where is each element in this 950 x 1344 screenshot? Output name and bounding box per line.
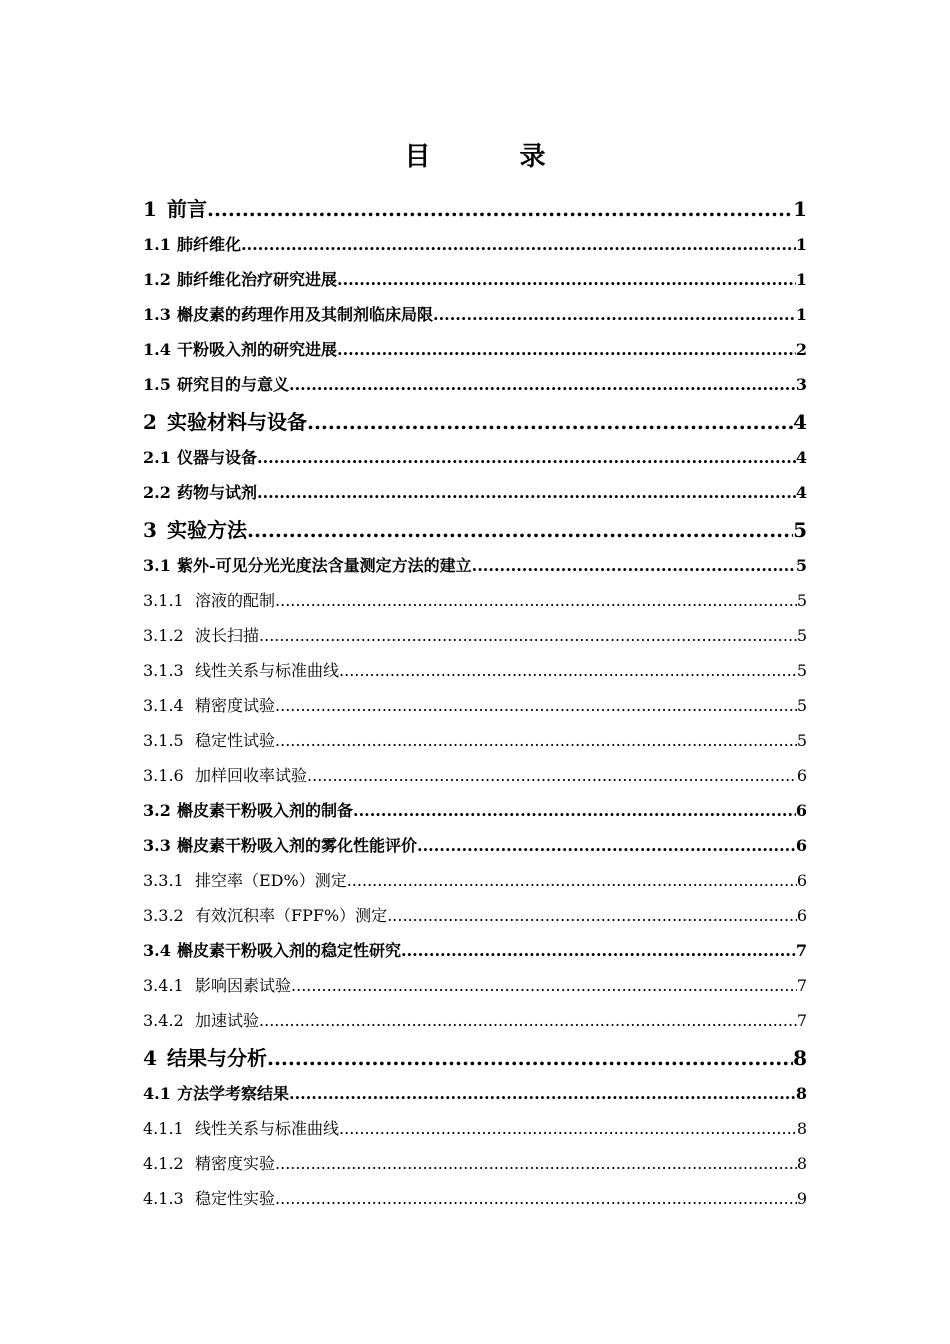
toc-entry[interactable]: [143, 1003, 807, 1038]
toc-entry-label: 紫外-可见分光光度法含量测定方法的建立: [177, 556, 472, 575]
toc-dot-leader: [247, 512, 793, 548]
toc-dot-leader: [337, 332, 796, 367]
toc-entry-number: 3.2: [143, 801, 171, 820]
toc-entry-number: 4.1.1: [143, 1119, 184, 1138]
toc-entry[interactable]: [143, 1076, 807, 1111]
toc-entry-label: 槲皮素干粉吸入剂的雾化性能评价: [177, 836, 418, 855]
toc-dot-leader: [207, 191, 793, 227]
toc-entry-page-number: 6: [796, 766, 807, 785]
toc-dot-leader: [259, 618, 797, 653]
toc-entry-number: 1.1: [143, 235, 171, 254]
toc-entry-label: 实验方法: [167, 518, 247, 542]
toc-dot-leader: [401, 933, 796, 968]
toc-entry-label: 药物与试剂: [177, 483, 258, 502]
toc-dot-leader: [275, 688, 797, 723]
toc-entry[interactable]: [143, 1146, 807, 1181]
toc-dot-leader: [417, 828, 796, 863]
toc-entry[interactable]: [143, 367, 807, 402]
toc-entry[interactable]: [143, 863, 807, 898]
toc-entry-label: 影响因素试验: [195, 976, 292, 995]
toc-entry-number: 3.3: [143, 836, 171, 855]
toc-entry-label: 线性关系与标准曲线: [195, 661, 340, 680]
toc-entry-page-number: 8: [793, 1046, 807, 1070]
toc-entry-page-number: 8: [795, 1084, 807, 1103]
toc-dot-leader: [275, 1146, 797, 1181]
toc-entry-page-number: 5: [796, 626, 807, 645]
toc-dot-leader: [275, 1181, 797, 1216]
toc-entry-page-number: 4: [795, 483, 807, 502]
toc-entry[interactable]: [143, 933, 807, 968]
toc-entry-number: 1.2: [143, 270, 171, 289]
toc-entry-label: 肺纤维化: [177, 235, 242, 254]
toc-entry-number: 3.4: [143, 941, 171, 960]
toc-entry[interactable]: [143, 583, 807, 618]
toc-entry-label: 仪器与设备: [177, 448, 258, 467]
toc-entry-page-number: 5: [793, 518, 807, 542]
toc-entry-label: 槲皮素干粉吸入剂的稳定性研究: [177, 941, 402, 960]
toc-entry-number: 3.4.1: [143, 976, 184, 995]
toc-entry-page-number: 6: [796, 906, 807, 925]
toc-entry-number: 3.1.6: [143, 766, 184, 785]
toc-entry-page-number: 7: [795, 941, 807, 960]
toc-dot-leader: [433, 297, 796, 332]
toc-entry[interactable]: [143, 440, 807, 475]
toc-entry-number: 3.1: [143, 556, 171, 575]
toc-entry-label: 加样回收率试验: [195, 766, 308, 785]
toc-dot-leader: [347, 863, 797, 898]
toc-entry-label: 精密度试验: [195, 696, 276, 715]
toc-entry[interactable]: [143, 1111, 807, 1146]
toc-entry[interactable]: [143, 723, 807, 758]
toc-dot-leader: [337, 262, 796, 297]
toc-entry-number: 2.1: [143, 448, 171, 467]
toc-entry-page-number: 3: [795, 375, 807, 394]
toc-entry-page-number: 5: [795, 556, 807, 575]
toc-dot-leader: [291, 968, 797, 1003]
toc-dot-leader: [387, 898, 797, 933]
toc-entry-page-number: 6: [795, 801, 807, 820]
toc-entry-page-number: 6: [795, 836, 807, 855]
toc-entry-number: 4.1: [143, 1084, 171, 1103]
toc-entry[interactable]: [143, 758, 807, 793]
toc-dot-leader: [289, 367, 796, 402]
toc-entry[interactable]: [143, 548, 807, 583]
toc-entry-number: 3.1.4: [143, 696, 184, 715]
toc-entry[interactable]: [143, 1181, 807, 1216]
toc-entry[interactable]: [143, 793, 807, 828]
toc-dot-leader: [339, 653, 797, 688]
toc-entry[interactable]: [143, 828, 807, 863]
toc-dot-leader: [259, 1003, 797, 1038]
toc-entry-page-number: 5: [796, 731, 807, 750]
toc-entry-label: 稳定性实验: [195, 1189, 276, 1208]
toc-entry[interactable]: [143, 618, 807, 653]
toc-entry-label: 溶液的配制: [195, 591, 276, 610]
toc-entry-page-number: 1: [793, 197, 807, 221]
toc-dot-leader: [275, 723, 797, 758]
toc-entry-number: 3.1.5: [143, 731, 184, 750]
toc-entry-label: 稳定性试验: [195, 731, 276, 750]
toc-dot-leader: [307, 404, 793, 440]
toc-entry-label: 加速试验: [195, 1011, 260, 1030]
toc-entry-page-number: 9: [796, 1189, 807, 1208]
toc-entry[interactable]: [143, 297, 807, 332]
toc-dot-leader: [353, 793, 796, 828]
toc-entry-label: 槲皮素的药理作用及其制剂临床局限: [177, 305, 434, 324]
toc-entry[interactable]: [143, 1038, 807, 1076]
toc-entry-page-number: 1: [795, 235, 807, 254]
toc-entry-label: 有效沉积率（FPF%）测定: [195, 906, 388, 925]
toc-dot-leader: [241, 227, 796, 262]
toc-entry-page-number: 6: [796, 871, 807, 890]
toc-entry-page-number: 4: [795, 448, 807, 467]
toc-entry-label: 方法学考察结果: [177, 1084, 290, 1103]
toc-dot-leader: [275, 583, 797, 618]
toc-entry[interactable]: [143, 262, 807, 297]
toc-dot-leader: [289, 1076, 796, 1111]
toc-entry-label: 研究目的与意义: [177, 375, 290, 394]
toc-entry-number: 4.1.3: [143, 1189, 184, 1208]
toc-list: [143, 189, 807, 1216]
toc-entry-label: 精密度实验: [195, 1154, 276, 1173]
toc-entry-number: 3.3.1: [143, 871, 184, 890]
toc-entry-page-number: 7: [796, 1011, 807, 1030]
toc-entry-number: 3.1.2: [143, 626, 184, 645]
toc-entry-label: 肺纤维化治疗研究进展: [177, 270, 338, 289]
toc-dot-leader: [267, 1040, 793, 1076]
toc-entry-number: 1.5: [143, 375, 171, 394]
toc-entry[interactable]: [143, 688, 807, 723]
toc-entry-number: 3.1.3: [143, 661, 184, 680]
toc-entry[interactable]: [143, 968, 807, 1003]
toc-entry-label: 波长扫描: [195, 626, 260, 645]
toc-title: 目 录: [404, 142, 586, 172]
toc-entry-page-number: 1: [795, 305, 807, 324]
toc-entry-page-number: 8: [796, 1154, 807, 1173]
toc-entry-label: 结果与分析: [167, 1046, 267, 1070]
toc-entry-number: 1: [143, 197, 157, 221]
toc-entry-number: 1.3: [143, 305, 171, 324]
toc-entry-number: 2: [143, 410, 157, 434]
toc-entry-number: 3.1.1: [143, 591, 184, 610]
toc-dot-leader: [307, 758, 797, 793]
toc-entry-page-number: 5: [796, 591, 807, 610]
toc-dot-leader: [339, 1111, 797, 1146]
toc-entry-number: 4: [143, 1046, 157, 1070]
toc-entry[interactable]: [143, 898, 807, 933]
toc-entry-number: 2.2: [143, 483, 171, 502]
toc-entry-label: 干粉吸入剂的研究进展: [177, 340, 338, 359]
toc-dot-leader: [472, 548, 796, 583]
toc-dot-leader: [257, 475, 796, 510]
toc-entry[interactable]: [143, 510, 807, 548]
toc-entry[interactable]: [143, 189, 807, 227]
toc-dot-leader: [257, 440, 796, 475]
toc-entry[interactable]: [143, 227, 807, 262]
toc-entry[interactable]: [143, 402, 807, 440]
toc-entry-label: 槲皮素干粉吸入剂的制备: [177, 801, 354, 820]
toc-entry-number: 3.3.2: [143, 906, 184, 925]
toc-entry-label: 实验材料与设备: [167, 410, 307, 434]
toc-entry-label: 线性关系与标准曲线: [195, 1119, 340, 1138]
toc-entry-number: 1.4: [143, 340, 171, 359]
toc-entry[interactable]: [143, 332, 807, 367]
toc-entry-number: 4.1.2: [143, 1154, 184, 1173]
toc-entry-page-number: 8: [796, 1119, 807, 1138]
toc-entry-page-number: 2: [795, 340, 807, 359]
toc-entry-label: 排空率（ED%）测定: [195, 871, 347, 890]
toc-entry-page-number: 1: [795, 270, 807, 289]
toc-entry-number: 3: [143, 518, 157, 542]
toc-entry-page-number: 5: [796, 661, 807, 680]
toc-entry-page-number: 5: [796, 696, 807, 715]
toc-entry-label: 前言: [167, 197, 207, 221]
toc-entry-number: 3.4.2: [143, 1011, 184, 1030]
toc-entry-page-number: 4: [793, 410, 807, 434]
toc-entry[interactable]: [143, 653, 807, 688]
toc-entry[interactable]: [143, 475, 807, 510]
toc-entry-page-number: 7: [796, 976, 807, 995]
